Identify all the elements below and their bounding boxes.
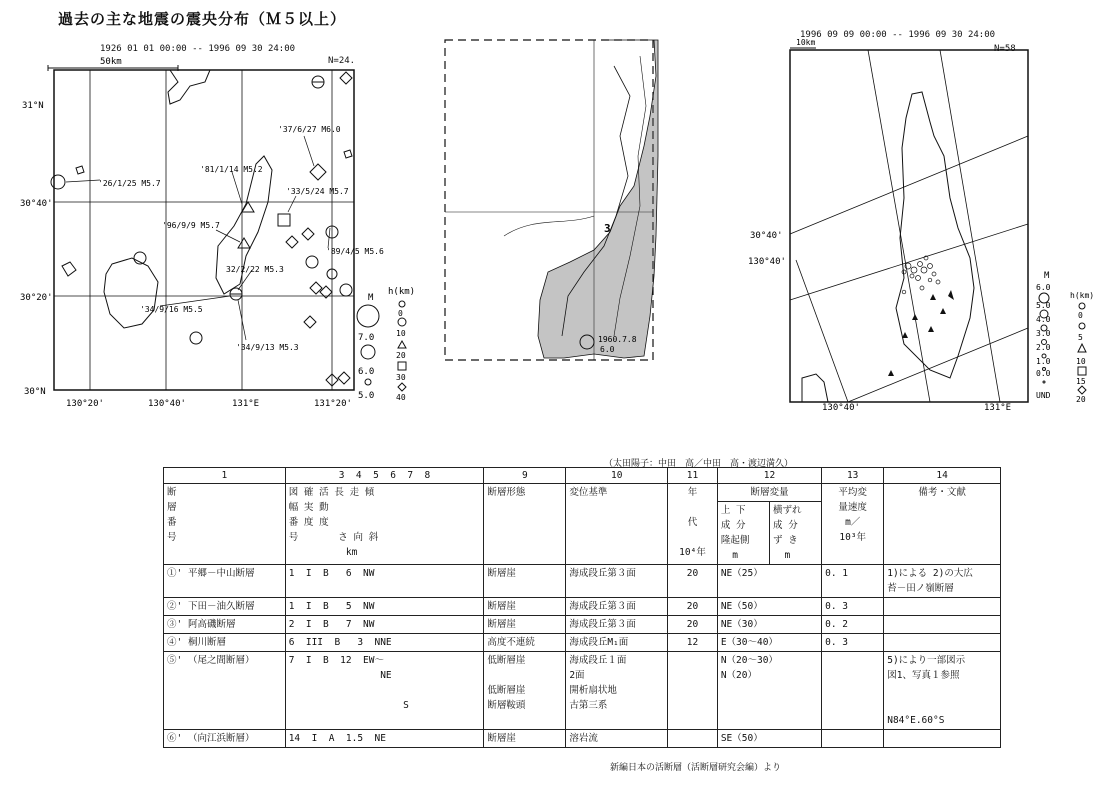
table-row: ①' 平郷－中山断層 1 I B 6 NW 断層崖 海成段丘第３面 20 NE（25） 0. 1 1)による 2)の大広 苔－田ノ嶺断層 [164,565,1001,598]
header-fault-no: 断 層 番 号 [164,484,286,565]
map1-event-label: '33/5/24 M5.7 [286,187,349,196]
svg-text:40: 40 [396,393,406,402]
map1-event-label: '89/4/5 M5.6 [326,247,384,256]
map1-count: N=24. [328,56,356,66]
credit-line: （太田陽子：中田 高／中田 高・渡辺満久） [604,459,794,469]
header-notes: 備考・文献 [884,484,1001,565]
svg-text:0: 0 [1078,311,1083,320]
map1-frame [54,70,354,390]
svg-text:5: 5 [1078,333,1083,342]
header-vertical: 上 下 成 分 隆起側 m [717,502,769,565]
table-header-row [164,484,1001,502]
map1-lon-label: 131°20' [314,399,352,409]
table-row: ③' 阿高磯断層 2 I B 7 NW 断層崖 海成段丘第３面 20 NE（30） 0. 2 [164,616,1001,634]
map1-scale: 50km [100,57,122,67]
legend3-depth-title: h(km) [1070,291,1095,300]
map1-period: 1926 01 01 00:00 -- 1996 09 30 24:00 [100,44,296,54]
map1-lat-label: 31°N [22,101,44,111]
map1-event-label: '34/9/13 M5.3 [236,343,299,352]
map1-lat-label: 30°40' [20,199,53,209]
map1-lon-label: 131°E [232,399,260,409]
map3-lon-label: 131°E [984,403,1012,413]
svg-text:4.0: 4.0 [1036,315,1051,324]
map1-event-label: '81/1/14 M5.2 [200,165,263,174]
legend1 [354,282,416,402]
svg-text:5.0: 5.0 [358,391,375,401]
map1-lon-label: 130°40' [148,399,186,409]
map1-event-label: '37/6/27 M6.0 [278,125,341,134]
svg-text:1.0: 1.0 [1036,357,1051,366]
svg-text:20: 20 [396,351,406,360]
legend1-mag-title: M [368,293,374,303]
map3-count: N=58 [994,44,1016,54]
page-title: 過去の主な地震の震央分布（Ｍ５以上） [58,10,347,28]
map3-period: 1996 09 09 00:00 -- 1996 09 30 24:00 [800,30,996,40]
svg-text:20: 20 [1076,395,1086,404]
header-rate: 平均変 量速度 m／ 10³年 [822,484,884,565]
legend1-depth-title: h(km) [388,287,416,297]
map1-lat-label: 30°20' [20,293,53,303]
map1-event-label: 32/2/22 M5.3 [226,265,284,274]
map3-lat-label: 30°40' [750,231,783,241]
map3-lon-label: 130°40' [748,257,786,267]
map1-event-label: '34/9/16 M5.5 [140,305,203,314]
svg-text:6.0: 6.0 [358,367,375,377]
svg-text:UND: UND [1036,391,1051,400]
svg-text:0.0: 0.0 [1036,369,1051,378]
svg-text:15: 15 [1076,377,1086,386]
table-row: ⑥' （向江浜断層） 14 I A 1.5 NE 断層崖 溶岩流 SE（50） [164,730,1001,748]
svg-text:2.0: 2.0 [1036,343,1051,352]
source-citation: 新編日本の活断層（活断層研究会編）より [610,763,782,773]
svg-text:6.0: 6.0 [1036,283,1051,292]
map2-topographic [444,36,666,366]
header-attributes: 図 確 活 長 走 傾 幅 実 動 番 度 度 号 さ 向 斜 km [285,484,484,565]
map3-lon-label: 130°40' [822,403,860,413]
table-row: ④' 桐川断層 6 III B 3 NNE 高度不連続 海成段丘M₁面 12 E（30～40） 0. 3 [164,634,1001,652]
svg-text:10: 10 [396,329,406,338]
svg-text:0: 0 [398,309,403,318]
header-datum: 変位基準 [566,484,668,565]
legend3-mag-title: M [1044,271,1050,281]
table-row: ②' 下田－油久断層 1 I B 5 NW 断層崖 海成段丘第３面 20 NE（50） 0. 3 [164,598,1001,616]
table-column-numbers: 1 3 4 5 6 7 8 9 10 11 12 13 14 [164,468,1001,484]
map3-scale: 10km [796,38,816,47]
map2-annotation-date: 1960.7.8 [598,335,637,344]
header-displacement: 断層変量 [717,484,821,502]
header-strike-slip: 横ずれ 成 分 ず き m [769,502,821,565]
map1-lat-label: 30°N [24,387,46,397]
svg-text:30: 30 [396,373,406,382]
svg-text:10: 10 [1076,357,1086,366]
header-age: 年 代 10⁴年 [668,484,718,565]
map2-label-3: 3 [604,222,611,235]
fault-table [163,467,1001,748]
map3 [744,38,1044,414]
map1-event-label: '96/9/9 M5.7 [162,221,220,230]
map1-event-label: '26/1/25 M5.7 [98,179,161,188]
svg-text:7.0: 7.0 [358,333,375,343]
legend3 [1034,268,1110,404]
table-row: ⑤' （尾之間断層） 7 I B 12 EW～ NE S 低断層崖 低断層崖 断層鞍頭 海成段丘１面 2面 開析扇状地 古第三系 N（20～30） N（20） 5)により一部図示 図1、写真１参照 N84°E.60°S [164,652,1001,730]
svg-text:5.0: 5.0 [1036,301,1051,310]
svg-text:3.0: 3.0 [1036,329,1051,338]
map2-annotation-mag: 6.0 [600,345,615,354]
map1-lon-label: 130°20' [66,399,104,409]
header-form: 断層形態 [484,484,566,565]
